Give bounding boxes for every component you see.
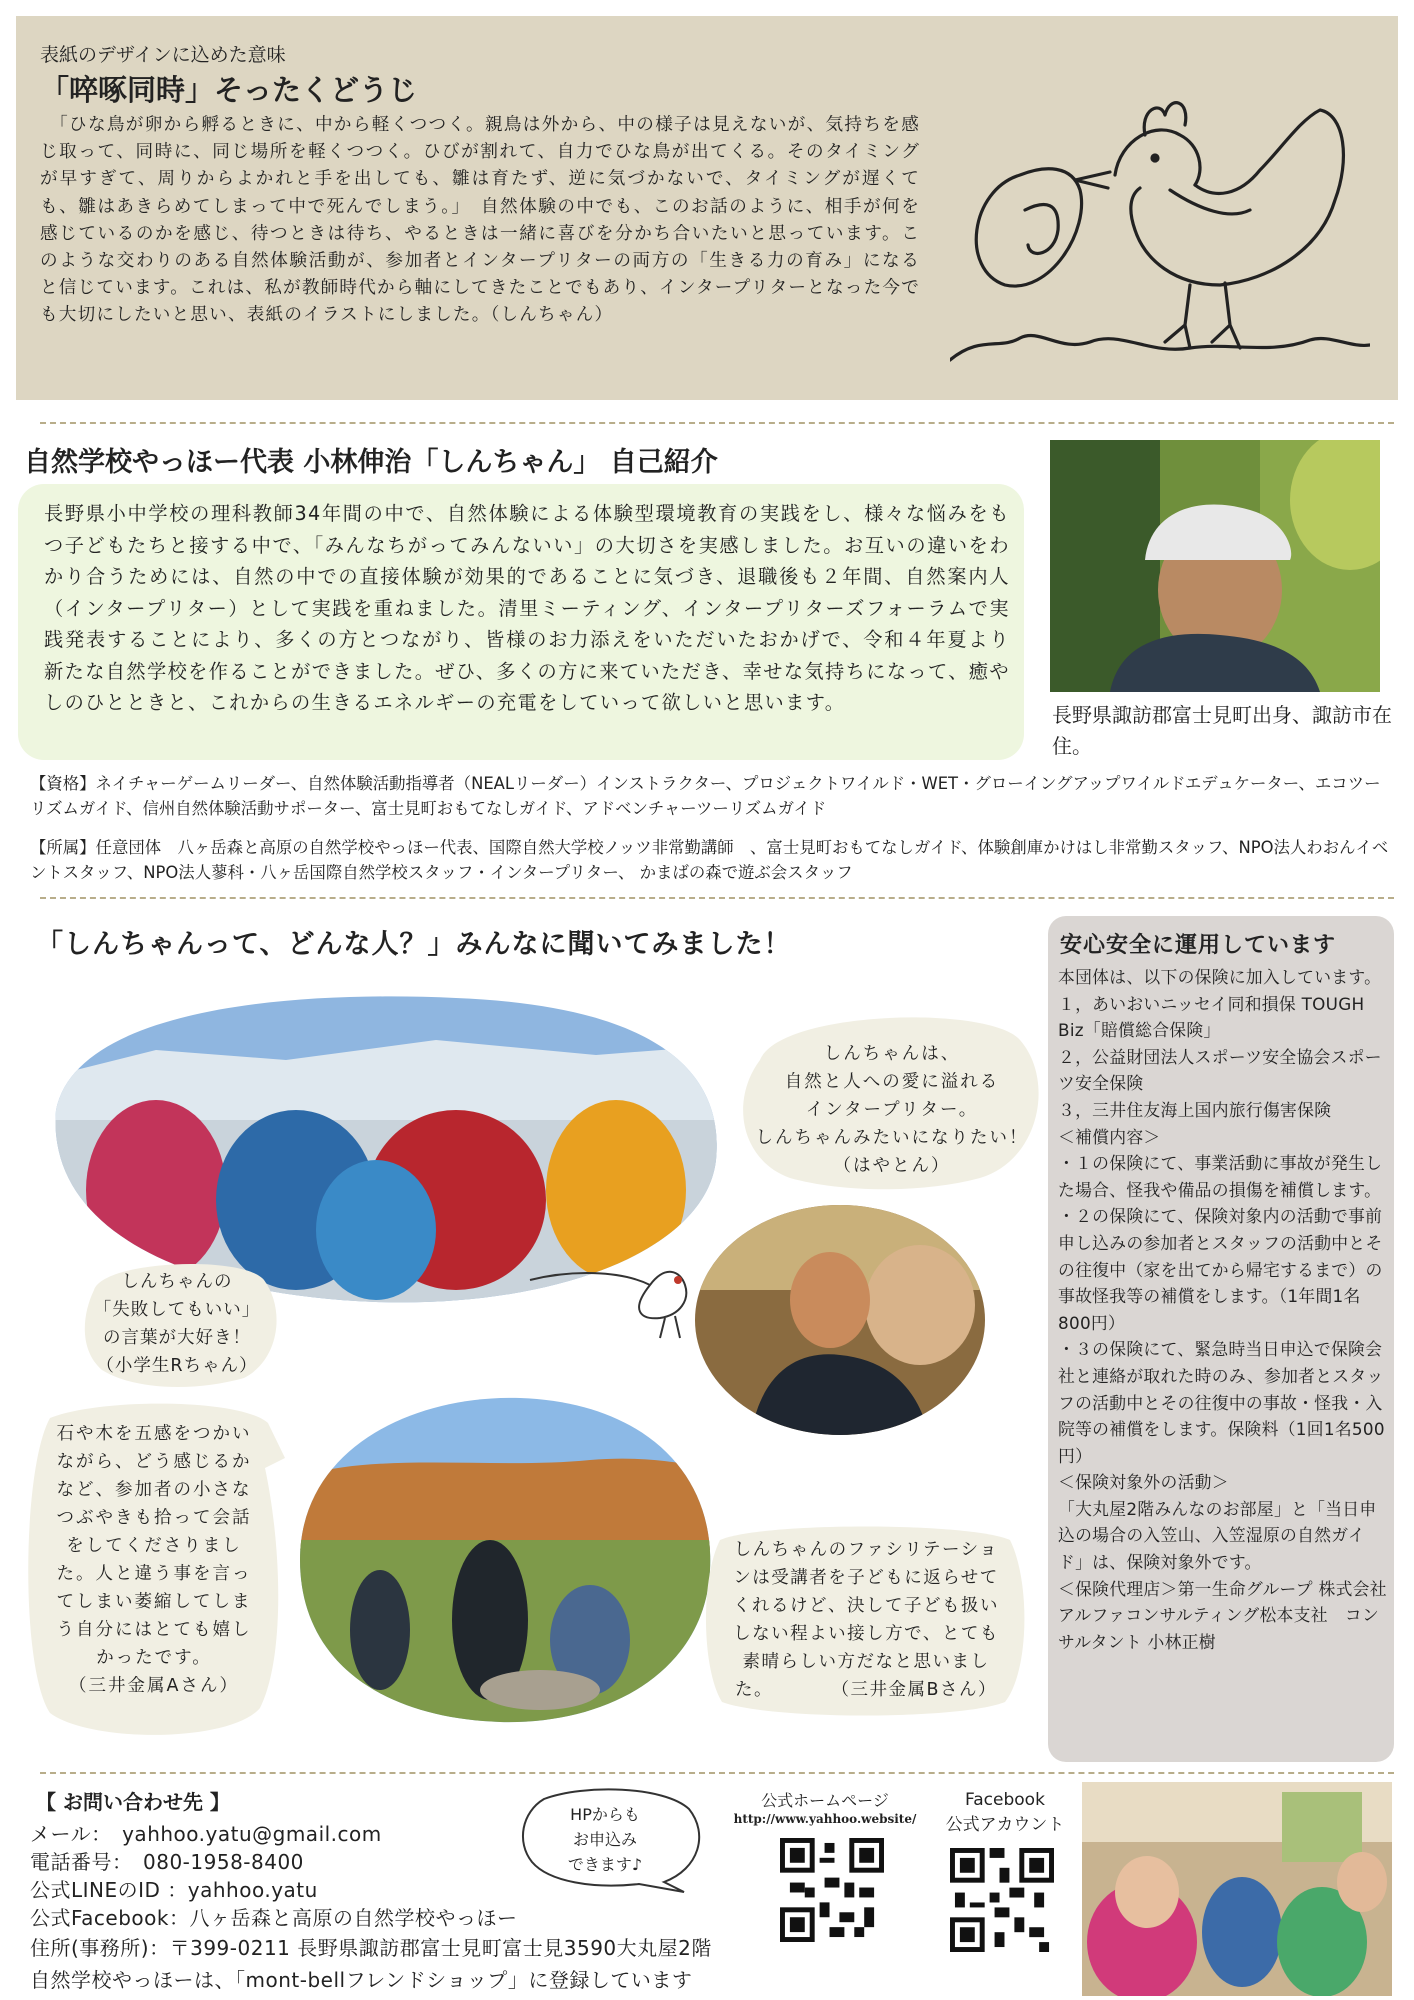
fb-label: Facebook 公式アカウント <box>945 1790 1065 1835</box>
montbell-note: 自然学校やっほーは、「mont-bellフレンドショップ」に登録しています <box>30 1968 693 1992</box>
safety-title: 安心安全に運用しています <box>1060 933 1337 958</box>
affiliations: 【所属】任意団体 八ヶ岳森と高原の自然学校やっほー代表、国際自然大学校ノッツ非常勤講師 、富士見町おもてなしガイド、体験創庫かけはし非常勤スタッフ、NPO法人わおんイベントスタッフ、NPO法人蓼科・八ヶ岳国際自然学校スタッフ・インタープリター、 かまばの森で遊ぶ会スタッフ <box>30 838 1389 882</box>
contact-address: 住所(事務所)：〒399-0211 長野県諏訪郡富士見町富士見3590大丸屋2階 <box>30 1936 712 1960</box>
cover-body-text: 「ひな鳥が卵から孵るときに、中から軽くつつく。親鳥は外から、中の様子は見えないが、気持ちを感じ取って、同時に、同じ場所を軽くつつく。ひびが割れて、自力でひな鳥が出てくる。そのタイミングが早すぎて、周りからよかれと手を出しても、雛は育たず、逆に気づかないで、タイミングが遅くても、雛はあきらめてしまって中で死んでしまう。」 自然体験の中でも、このお話のように、相手が何を感じているのかを感じ、待つときは待ち、やるときは一緒に喜びを分かち合いたいと思っています。このような交わりのある自然体験活動が、参加者とインタープリターの両方の「生きる力の育み」になると信じています。これは、私が教師時代から軸にしてきたことでもあり、インタープリターとなった今でも大切にしたいと思い、表紙のイラストにしました。（しんちゃん） <box>40 115 920 326</box>
contact-line: 公式LINEのID ：yahhoo.yatu <box>30 1878 318 1902</box>
photo-caption: 長野県諏訪郡富士見町出身、諏訪市在住。 <box>1052 703 1392 758</box>
cover-subtitle: 表紙のデザインに込めた意味 <box>40 44 286 66</box>
hp-label: 公式ホームページ <box>761 1791 889 1810</box>
profile-photo <box>1050 440 1380 692</box>
facebook-qr-code-icon[interactable] <box>950 1848 1054 1952</box>
hp-qr-code-icon[interactable] <box>780 1838 884 1942</box>
divider <box>40 422 1394 424</box>
voice-child: しんちゃんの 「失敗してもいい」 の言葉が大好き！ （小学生Rちゃん） <box>93 1272 261 1376</box>
contact-tel[interactable]: 電話番号： 080-1958-8400 <box>30 1850 304 1874</box>
qualifications: 【資格】ネイチャーゲームリーダー、自然体験活動指導者（NEALリーダー）インストラクター、プロジェクトワイルド・WET・グローイングアップワイルドエデュケーター、エコツーリズムガイド、信州自然体験活動サポーター、富士見町おもてなしガイド、アドベンチャーツーリズムガイド <box>30 774 1381 818</box>
intro-text: 長野県小中学校の理科教師34年間の中で、自然体験による体験型環境教育の実践をし、様々な悩みをもつ子どもたちと接する中で、「みんなちがってみんないい」の大切さを実感しました。お互いの違いをわかり合うためには、自然の中での直接体験が効果的であることに気づき、退職後も２年間、自然案内人（インタープリター）として実践を重ねました。清里ミーティング、インタープリターズフォーラムで実践発表することにより、多くの方とつながり、皆様のお力添えをいただいたおかげで、令和４年夏より新たな自然学校を作ることができました。ぜひ、多くの方に来ていただき、幸せな気持ちになって、癒やしのひとときと、これからの生きるエネルギーの充電をしていって欲しいと思います。 <box>44 502 1010 714</box>
group-photo-field <box>290 1390 720 1730</box>
divider <box>40 897 1394 899</box>
contact-mail[interactable]: メール： yahhoo.yatu@gmail.com <box>30 1822 382 1846</box>
pheasant-illustration <box>520 1240 700 1340</box>
contact-title: 【 お問い合わせ先 】 <box>36 1790 230 1814</box>
indoor-group-photo <box>1082 1782 1392 1996</box>
hen-and-egg-illustration <box>950 80 1370 370</box>
voice-mitsui-b: しんちゃんのファシリテーショ ンは受講者を子どもに返らせて くれるけど、決して子ども扱い しない程よい接し方で、とても 素晴らしい方だなと思いまし た。 （三井金属Bさん） <box>733 1540 999 1700</box>
photo-log-carry <box>690 1200 990 1440</box>
profile-title: 自然学校やっほー代表 小林伸治「しんちゃん」 自己紹介 <box>24 447 718 478</box>
safety-body: 本団体は、以下の保険に加入しています。 １，あいおいニッセイ同和損保 TOUGH Biz「賠償総合保険」 ２，公益財団法人スポーツ安全協会スポーツ安全保険 ３，三井住友海上国内旅行傷害保険 ＜補償内容＞ ・１の保険にて、事業活動に事故が発生した場合、怪我や備品の損傷を補償します。 ・２の保険にて、保険対象内の活動で事前申し込みの参加者とスタッフの活動中とその往復中（家を出てから帰宅するまで）の事故怪我等の補償をします。（1年間1名800円） ・３の保険にて、緊急時当日申込で保険会社と連絡が取れた時のみ、参加者とスタッフの活動中とその往復中の事故・怪我・入院等の補償をします。保険料（1回1名500円） ＜保険対象外の活動＞ 「大丸屋2階みんなのお部屋」と「当日申込の場合の入笠山、入笠湿原の自然ガイド」は、保険対象外です。 ＜保険代理店＞第一生命グループ 株式会社アルファコンサルティング松本支社 コンサルタント 小林正樹 <box>1058 967 1387 1652</box>
cover-title: 「啐啄同時」そったくどうじ <box>40 73 418 107</box>
hp-url[interactable]: http://www.yahhoo.website/ <box>733 1812 917 1826</box>
contact-facebook: 公式Facebook：八ヶ岳森と高原の自然学校やっほー <box>30 1906 518 1930</box>
voice-hayato: しんちゃんは、 自然と人への愛に溢れる インタープリター。 しんちゃんみたいになりたい！ （はやとん） <box>755 1044 1029 1176</box>
voices-title: 「しんちゃんって、どんな人？」みんなに聞いてみました！ <box>36 929 792 960</box>
voice-mitsui-a: 石や木を五感をつかい ながら、どう感じるか など、参加者の小さな つぶやきも拾って会話 をしてくださりまし た。人と違う事を言っ てしまい萎縮してしま う自分にはとても嬉し かったです。 （三井金属Aさん） <box>56 1424 252 1696</box>
hp-apply-note: HPからも お申込み できます♪ <box>567 1805 643 1874</box>
divider <box>40 1772 1394 1774</box>
